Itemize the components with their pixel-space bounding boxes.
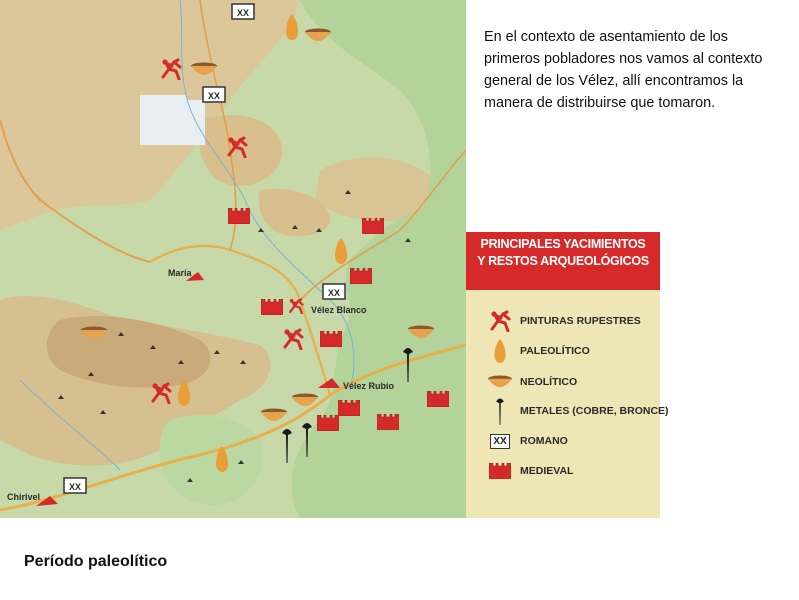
roman-icon: XX bbox=[486, 434, 514, 449]
paleolithic-icon bbox=[486, 339, 514, 363]
legend-label: METALES (COBRE, BRONCE) bbox=[520, 405, 669, 417]
svg-text:XX: XX bbox=[236, 8, 250, 18]
legend-label: NEOLÍTICO bbox=[520, 376, 578, 388]
legend-label: ROMANO bbox=[520, 435, 568, 447]
roman-marker bbox=[203, 87, 225, 102]
legend-title-line1: PRINCIPALES YACIMIENTOS bbox=[480, 237, 646, 251]
castle-icon bbox=[486, 463, 514, 479]
legend-item-medieval bbox=[486, 458, 573, 484]
legend-label: PALEOLÍTICO bbox=[520, 345, 590, 357]
map-legend bbox=[466, 232, 669, 518]
slide-description: En el contexto de asentamiento de los primeros pobladores nos vamos al contexto general de los Vélez, allí encontramos la manera de distribuirse que tomaron. bbox=[484, 29, 763, 111]
place-maria: María bbox=[168, 268, 192, 278]
legend-item-neolithic bbox=[486, 369, 577, 395]
legend-label: MEDIEVAL bbox=[520, 465, 574, 477]
svg-text:XX: XX bbox=[327, 288, 341, 298]
legend-header bbox=[466, 232, 660, 290]
neolithic-icon bbox=[486, 375, 514, 390]
legend-item-roman bbox=[486, 428, 568, 454]
svg-text:XX: XX bbox=[207, 91, 221, 101]
slide-footer-title: Período paleolítico bbox=[24, 553, 168, 570]
metal-icon bbox=[486, 397, 514, 425]
roman-marker bbox=[323, 284, 345, 299]
legend-title-line2: Y RESTOS ARQUEOLÓGICOS bbox=[477, 254, 649, 268]
rock-painting-icon bbox=[486, 310, 514, 332]
place-velez-rubio: Vélez Rubio bbox=[343, 381, 395, 391]
roman-marker bbox=[64, 478, 86, 493]
place-chirivel: Chirivel bbox=[7, 492, 41, 502]
place-velez-blanco: Vélez Blanco bbox=[311, 305, 367, 315]
roman-marker bbox=[232, 4, 254, 19]
legend-item-rock-paintings bbox=[486, 308, 641, 334]
legend-item-paleolithic bbox=[486, 338, 590, 364]
legend-item-metals bbox=[486, 398, 669, 424]
svg-text:XX: XX bbox=[68, 482, 82, 492]
legend-label: PINTURAS RUPESTRES bbox=[520, 315, 641, 327]
